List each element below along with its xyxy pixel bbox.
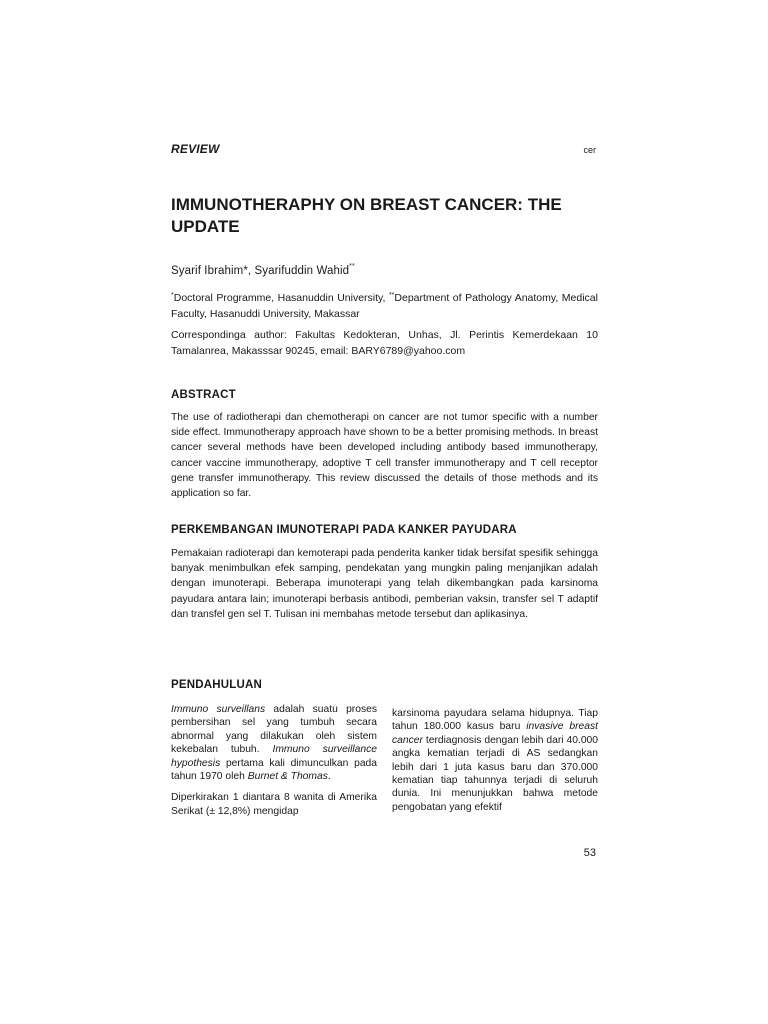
affiliation (171, 290, 598, 322)
section-heading: PERKEMBANGAN IMUNOTERAPI PADA KANKER PAYUDARA (171, 524, 517, 536)
paragraph (392, 707, 598, 814)
affiliation-marker: ** (388, 292, 395, 299)
paragraph: Diperkirakan 1 diantara 8 wanita di Amerika Serikat (± 12,8%) mengidap (171, 792, 377, 817)
journal-page (171, 0, 598, 1024)
left-column (171, 703, 377, 826)
page-number: 53 (583, 847, 596, 859)
author-name: Syarifuddin Wahid (254, 265, 350, 277)
introduction-heading: PENDAHULUAN (171, 679, 263, 691)
affiliation-text: Department of Pathology Anatomy, Medical Faculty, Hasanuddi University, Makassar (171, 292, 598, 320)
paragraph-text: . (327, 771, 331, 783)
paragraph-text: karsinoma payudara selama hidupnya. Tiap tahun 180.000 kasus baru (392, 708, 598, 733)
section-text: Pemakaian radioterapi dan kemoterapi pada penderita kanker tidak bersifat spesifik sehingga banyak menimbulkan efek samping, pendekatan yang mungkin paling menjanjikan adalah dengan imunoterapi. Beberapa imunoterapi yang telah dikembangkan pada karsinoma payudara antara lain; imunoterapi berbasis antibodi, pemberian vaksin, transfer sel T adaptif dan transfel gen sel T. Tulisan ini membahas metode tersebut dan aplikasinya. (171, 548, 598, 620)
author-separator: , (247, 265, 255, 277)
section-label: REVIEW (171, 142, 220, 156)
right-column (392, 707, 598, 822)
article-title: IMMUNOTHERAPHY ON BREAST CANCER: THE UPDATE (171, 195, 562, 236)
italic-term: invasive breast cancer (392, 721, 598, 746)
italic-term: Burnet & Thomas (247, 771, 328, 783)
journal-header: cer (583, 145, 596, 155)
author-marker: * (243, 265, 248, 277)
abstract-heading: ABSTRACT (171, 389, 236, 401)
paragraph-text: adalah suatu proses pembersihan sel yang tumbuh secara abnormal yang dilakukan oleh sistem kekebalan tubuh. (171, 704, 377, 756)
paragraph-text: pertama kali dimunculkan pada tahun 1970 oleh (171, 757, 377, 783)
italic-term: Immuno surveillance hypothesis (171, 744, 377, 769)
paragraph-text: terdiagnosis dengan lebih dari 40.000 angka kematian terjadi di AS sedangkan lebih dari 1 juta kasus baru dan 370.000 kematian tiap tahunnya terjadi di seluruh dunia. Ini menunjukkan bahwa metode pengobatan yang efektif (392, 734, 598, 813)
author-marker: ** (349, 263, 355, 270)
author-list (171, 265, 355, 277)
correspondence: Correspondinga author: Fakultas Kedokteran, Unhas, Jl. Perintis Kemerdekaan 10 Tamalanrea, Makasssar 90245, email: BARY6789@yahoo.com (171, 329, 598, 357)
affiliation-marker: * (171, 292, 174, 299)
abstract-text: The use of radiotherapi dan chemotherapi on cancer are not tumor specific with a number side effect. Immunotherapy approach have shown to be a better promising methods. In breast cancer several methods have been developed including antibody based immunotherapy, cancer vaccine immunotherapy, adoptive T cell transfer immunotherapy and T cell receptor gene transfer immunotherapy. This review discussed the details of those methods and its application so far. (171, 412, 598, 500)
affiliation-text: Doctoral Programme, Hasanuddin University, (173, 292, 389, 304)
author-name: Syarif Ibrahim (171, 265, 244, 277)
paragraph (171, 703, 377, 783)
italic-term: Immuno surveillans (171, 704, 266, 715)
